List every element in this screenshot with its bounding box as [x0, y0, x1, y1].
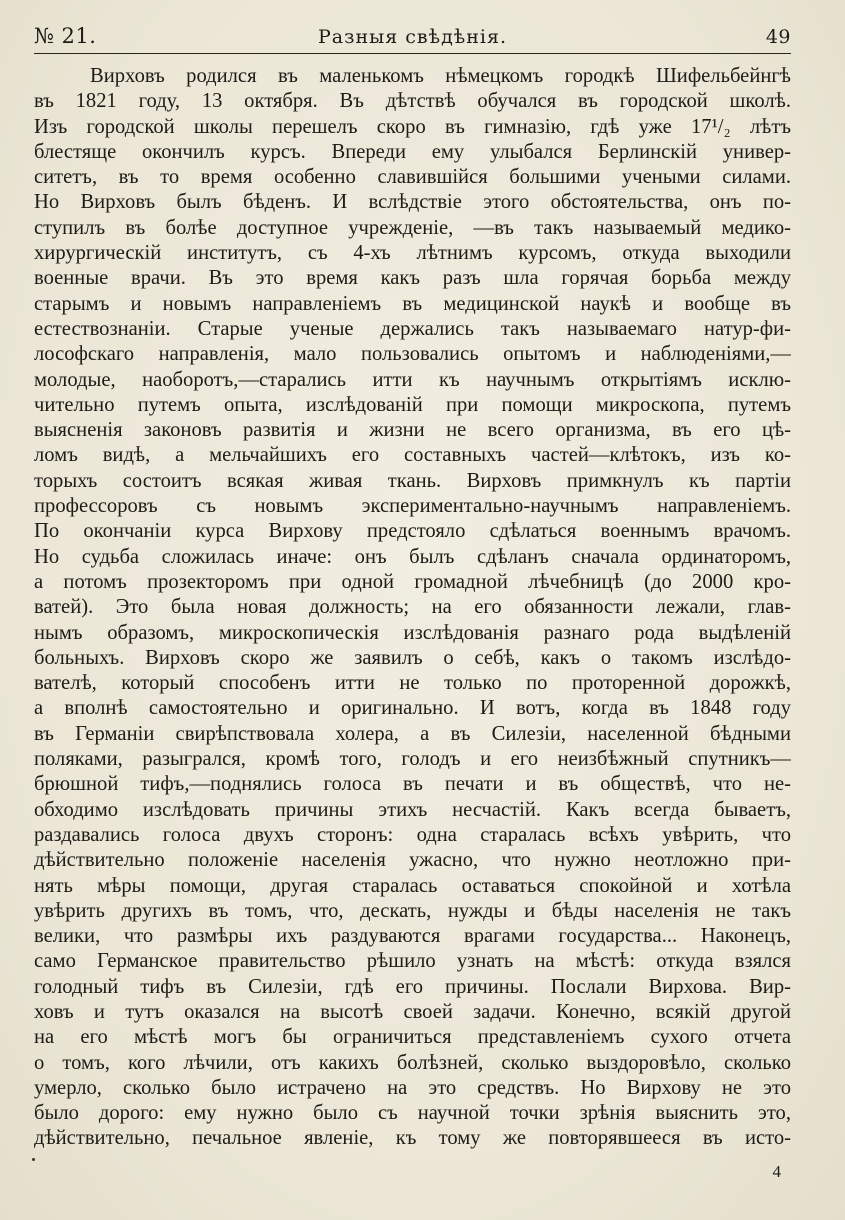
text-line: Вирховъ родился въ маленькомъ нѣмецкомъ городкѣ Шифельбейнгѣ: [90, 65, 791, 87]
text-line: торыхъ состоитъ всякая живая ткань. Вирховъ примкнулъ къ партіи: [34, 469, 791, 492]
text-line: Но судьба сложилась иначе: онъ былъ сдѣланъ сначала ординаторомъ,: [34, 545, 791, 568]
text-line: поляками, разыгрался, кромѣ того, голодъ и его неизбѣжный спутникъ—: [34, 748, 791, 771]
text-line: голодный тифъ въ Силезіи, гдѣ его причины. Послали Вирхова. Вир-: [34, 975, 791, 998]
text-line: само Германское правительство рѣшило узнать на мѣстѣ: откуда взялся: [34, 950, 791, 973]
printer-dot: [32, 1158, 35, 1161]
text-line: брюшной тифъ,—поднялись голоса въ печати и въ обществѣ, что не-: [34, 773, 791, 796]
text-line: ситетъ, въ то время особенно славившійся большими учеными силами.: [34, 166, 791, 189]
text-line: больныхъ. Вирховъ скоро же заявилъ о себѣ, какъ о такомъ изслѣдо-: [34, 646, 791, 669]
text-line: обходимо изслѣдовать причины этихъ несчастій. Какъ всегда бываетъ,: [34, 798, 791, 821]
text-line: увѣрить другихъ въ томъ, что, дескать, нужды и бѣды населенія не такъ: [34, 899, 791, 922]
header-rule: [34, 53, 791, 54]
text-line: велики, что размѣры ихъ раздуваются врагами государства... Наконецъ,: [34, 925, 791, 948]
text-line: военные врачи. Въ это время какъ разъ шла горячая борьба между: [34, 267, 791, 290]
text-line: Изъ городской школы перешелъ скоро въ гимназію, гдѣ уже 17¹/₂ лѣтъ: [34, 115, 791, 138]
text-line: нымъ образомъ, микроскопическія изслѣдованія разнаго рода выдѣленій: [34, 621, 791, 644]
text-line: молодые, наоборотъ,—старались итти къ научнымъ открытіямъ исклю-: [34, 368, 791, 391]
text-line: умерло, сколько было истрачено на это средствъ. Но Вирхову не это: [34, 1076, 791, 1099]
article-text: [34, 64, 791, 1152]
text-line: нять мѣры помощи, другая старалась оставаться спокойной и хотѣла: [34, 874, 791, 897]
text-line: а потомъ прозекторомъ при одной громадной лѣчебницѣ (до 2000 кро-: [34, 570, 791, 593]
text-line: въ Германіи свирѣпствовала холера, а въ Силезіи, населенной бѣдными: [34, 722, 791, 745]
text-line: ватей). Это была новая должность; на его обязанности лежали, глав-: [34, 596, 791, 619]
text-line: хирургическій институтъ, съ 4-хъ лѣтнимъ курсомъ, откуда выходили: [34, 242, 791, 265]
page-number: 49: [765, 26, 791, 48]
running-header: [34, 22, 791, 52]
text-line: дѣйствительно положеніе населенія ужасно, что нужно неотложно при-: [34, 849, 791, 872]
text-line: чительно путемъ опыта, изслѣдованій при помощи микроскопа, путемъ: [34, 393, 791, 416]
text-line: естествознаніи. Старые ученые держались такъ называемаго натур-фи-: [34, 317, 791, 340]
text-line: выясненія законовъ развитія и жизни не всего организма, въ его цѣ-: [34, 419, 791, 442]
text-line: а вполнѣ самостоятельно и оригинально. И вотъ, когда въ 1848 году: [34, 697, 791, 720]
text-line: Но Вирховъ былъ бѣденъ. И вслѣдствіе этого обстоятельства, онъ по-: [34, 191, 791, 214]
text-line: на его мѣстѣ могъ бы ограничиться представленіемъ сухого отчета: [34, 1026, 791, 1049]
signature-mark: 4: [772, 1162, 781, 1181]
text-line: вателѣ, который способенъ итти не только по проторенной дорожкѣ,: [34, 672, 791, 695]
text-line: ломъ видѣ, а мельчайшихъ его составныхъ частей—клѣтокъ, изъ ко-: [34, 444, 791, 467]
text-line: блестяще окончилъ курсъ. Впереди ему улыбался Берлинскій универ-: [34, 140, 791, 163]
text-line: старымъ и новымъ направленіемъ въ медицинской наукѣ и вообще въ: [34, 292, 791, 315]
issue-number: № 21.: [34, 24, 97, 48]
text-line: По окончаніи курса Вирхову предстояло сдѣлаться военнымъ врачомъ.: [34, 520, 791, 543]
text-line: въ 1821 году, 13 октября. Въ дѣтствѣ обучался въ городской школѣ.: [34, 90, 791, 113]
text-line: ховъ и тутъ оказался на высотѣ своей задачи. Конечно, всякій другой: [34, 1000, 791, 1023]
text-line: дѣйствительно, печальное явленіе, къ тому же повторявшееся въ исто-: [34, 1127, 791, 1150]
text-line: ступилъ въ болѣе доступное учрежденіе, —въ такъ называемый медико-: [34, 216, 791, 239]
text-line: раздавались голоса двухъ сторонъ: одна старалась всѣхъ увѣрить, что: [34, 823, 791, 846]
text-line: было дорого: ему нужно было съ научной точки зрѣнія выяснить это,: [34, 1102, 791, 1125]
section-title: Разныя свѣдѣнія.: [317, 26, 507, 48]
text-line: о томъ, кого лѣчили, отъ какихъ болѣзней, сколько выздоровѣло, сколько: [34, 1051, 791, 1074]
text-line: лософскаго направленія, мало пользовались опытомъ и наблюденіями,—: [34, 343, 791, 366]
text-line: профессоровъ съ новымъ экспериментально-научнымъ направленіемъ.: [34, 495, 791, 518]
